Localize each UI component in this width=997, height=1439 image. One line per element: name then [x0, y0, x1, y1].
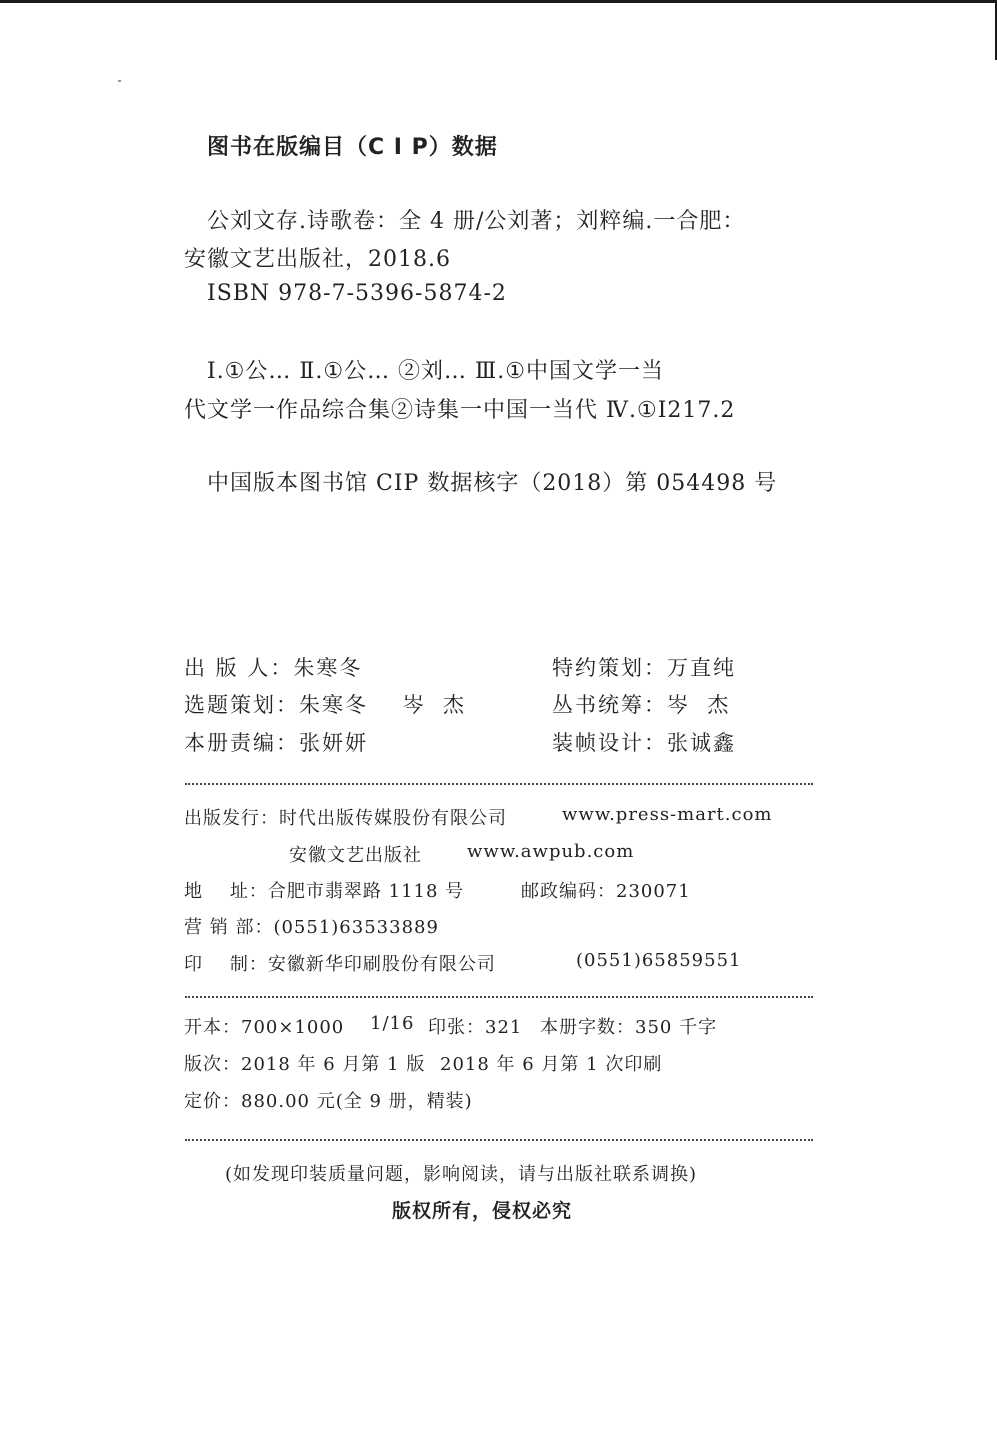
cip-record-number: 中国版本图书馆 CIP 数据核字（2018）第 054498 号	[207, 471, 778, 496]
edition-value: 2018 年 6 月第 1 版	[241, 1054, 426, 1075]
scan-speck	[118, 80, 121, 82]
distribution-label: 出版发行：	[184, 808, 279, 829]
distribution-row	[184, 804, 507, 830]
credit-publisher-person	[184, 652, 362, 682]
credit-label: 选题策划：	[184, 693, 299, 717]
marketing-value: (0551)63533889	[273, 917, 439, 938]
marketing-row	[184, 913, 439, 939]
credit-value: 朱寒冬	[293, 656, 363, 680]
format-row	[184, 1013, 344, 1039]
credit-value: 岑 杰	[667, 693, 731, 717]
credit-label: 特约策划：	[552, 656, 667, 680]
word-count-row	[540, 1013, 717, 1039]
printing-row	[184, 950, 496, 976]
quality-notice: (如发现印装质量问题，影响阅读，请与出版社联系调换)	[225, 1164, 698, 1185]
credit-value: 张妍妍	[299, 731, 368, 755]
credit-value: 朱寒冬 岑 杰	[299, 693, 467, 717]
credit-series-coordination	[552, 689, 730, 719]
printing-date: 2018 年 6 月第 1 次印刷	[440, 1054, 663, 1075]
sheets-value: 321	[485, 1017, 523, 1038]
credit-label: 出 版 人：	[184, 656, 294, 680]
address-value: 合肥市翡翠路 1118 号	[267, 881, 465, 902]
postcode-label: 邮政编码：	[521, 881, 616, 902]
edition-label: 版次：	[184, 1054, 241, 1075]
credit-volume-editor	[184, 727, 368, 757]
top-border-line	[0, 0, 997, 3]
word-count-label: 本册字数：	[540, 1017, 635, 1038]
word-count-value: 350 千字	[635, 1017, 718, 1038]
printing-label: 印 制：	[184, 954, 268, 975]
price-label: 定价：	[184, 1091, 241, 1112]
credit-topic-planning	[184, 689, 466, 719]
cip-entry-line-2: 安徽文艺出版社，2018.6	[184, 247, 451, 272]
format-label: 开本：	[184, 1017, 241, 1038]
credit-binding-design	[552, 727, 736, 757]
dotted-divider	[185, 1139, 813, 1141]
credit-value: 张诚鑫	[667, 731, 736, 755]
publisher-name: 安徽文艺出版社	[289, 845, 422, 866]
credit-label: 丛书统筹：	[552, 693, 667, 717]
cip-isbn: ISBN 978-7-5396-5874-2	[207, 281, 507, 306]
credit-label: 装帧设计：	[552, 731, 667, 755]
cip-entry-line-1: 公刘文存.诗歌卷：全 4 册/公刘著；刘粹编.一合肥：	[207, 209, 746, 234]
postcode-value: 230071	[616, 881, 691, 902]
dotted-divider	[185, 783, 813, 785]
marketing-label: 营 销 部：	[184, 917, 274, 938]
copyright-notice: 版权所有，侵权必究	[392, 1200, 573, 1222]
cip-title: 图书在版编目（C I P）数据	[207, 135, 498, 160]
credit-value: 万直纯	[667, 656, 736, 680]
dotted-divider	[185, 996, 813, 998]
price-value: 880.00 元(全 9 册，精装)	[241, 1091, 473, 1112]
printing-phone: (0551)65859551	[576, 950, 742, 971]
cip-classification-line-1: Ⅰ.①公… Ⅱ.①公… ②刘… Ⅲ.①中国文学一当	[207, 359, 664, 384]
sheets-label: 印张：	[428, 1017, 485, 1038]
address-label: 地 址：	[184, 881, 268, 902]
cip-classification-line-2: 代文学一作品综合集②诗集一中国一当代 Ⅳ.①I217.2	[184, 398, 736, 423]
credit-special-planning	[552, 652, 736, 682]
publisher-url: www.awpub.com	[467, 841, 635, 862]
distribution-company: 时代出版传媒股份有限公司	[279, 808, 507, 829]
fold-value: 1/16	[370, 1013, 415, 1034]
printing-company: 安徽新华印刷股份有限公司	[267, 954, 496, 975]
sheets-row	[428, 1013, 522, 1039]
distribution-url: www.press-mart.com	[562, 804, 773, 825]
address-row	[184, 877, 464, 903]
price-row	[184, 1087, 473, 1113]
credit-label: 本册责编：	[184, 731, 299, 755]
edition-row	[184, 1050, 425, 1076]
postcode-row	[521, 877, 691, 903]
format-value: 700×1000	[241, 1017, 345, 1038]
